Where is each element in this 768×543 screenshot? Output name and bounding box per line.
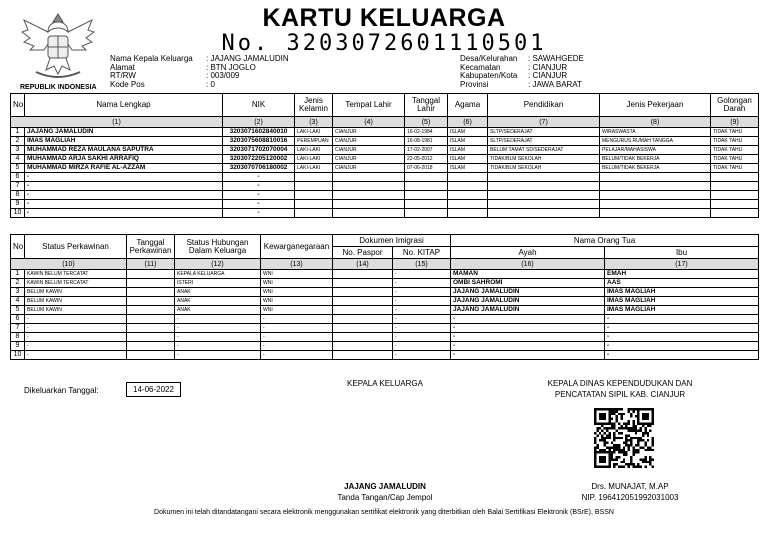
info-label: Kecamatan [460,62,501,72]
table-cell: - [25,191,223,200]
table-cell: MAMAN [451,270,605,279]
table-row [11,200,759,209]
table-cell: IMAS MAGLIAH [605,288,759,297]
info-label: Desa/Kelurahan [460,54,518,63]
table-cell: - [261,333,333,342]
kepala-dinas-signature [540,481,720,503]
col-header: Nama Lengkap [25,94,223,117]
table-cell [448,209,488,218]
col-header: Status Perkawinan [25,235,127,259]
table-cell: - [393,306,451,315]
col-header: Tanggal Lahir [405,94,448,117]
table-cell: PELAJAR/MAHASISWA [600,146,711,155]
table-cell: - [25,200,223,209]
table-cell [333,297,393,306]
table-cell: WNI [261,270,333,279]
info-label: Kabupaten/Kota [460,71,518,80]
table-cell [295,200,333,209]
col-header: Dokumen Imigrasi [333,235,451,247]
table-cell [711,191,759,200]
col-header: No. KITAP [393,247,451,259]
row-number: 3 [11,288,25,297]
table-cell: KAWIN BELUM TERCATAT [25,279,127,288]
column-index: (5) [405,117,448,128]
republik-label: REPUBLIK INDONESIA [20,84,97,91]
table-cell: CIANJUR [333,164,405,173]
table-cell [405,209,448,218]
table-row [11,155,759,164]
table-cell [600,200,711,209]
table-cell: - [25,351,127,360]
table-row [11,173,759,182]
table-cell: - [451,324,605,333]
column-index: (10) [11,259,127,270]
table-cell: - [261,324,333,333]
kepala-dinas-line: KEPALA DINAS KEPENDUDUKAN DAN [547,379,693,388]
table-cell: WNI [261,297,333,306]
table-cell: TIDAK TAHU [711,155,759,164]
table-cell [127,288,175,297]
table-cell: - [393,297,451,306]
table-cell: BELUM/TIDAK BEKERJA [600,164,711,173]
table-cell: - [223,200,295,209]
table-cell: - [605,324,759,333]
table-cell: - [175,324,261,333]
table-cell: MENGURUS RUMAH TANGGA [600,137,711,146]
column-index: (3) [295,117,333,128]
table-cell: - [393,324,451,333]
civil-status-table [10,234,759,360]
table-cell: - [261,351,333,360]
table-cell: BELUM TAMAT SD/SEDERAJAT [488,146,600,155]
column-index: (13) [261,259,333,270]
table-cell [127,315,175,324]
info-value: : CIANJUR [528,71,568,80]
table-cell: - [25,209,223,218]
table-row [11,270,759,279]
table-cell: WNI [261,288,333,297]
table-cell: - [393,279,451,288]
table-cell: 3203075608810016 [223,137,295,146]
col-header: Golongan Darah [711,94,759,117]
table-cell [127,270,175,279]
kepala-keluarga-signature [310,481,460,503]
signer-name: Drs. MUNAJAT, M.AP [591,482,669,491]
table-cell [448,200,488,209]
table-cell: - [451,342,605,351]
info-label: RT/RW [110,71,136,80]
row-number: 1 [11,128,25,137]
column-index: (9) [711,117,759,128]
table-cell: 3203071602840010 [223,128,295,137]
table-cell: TIDAK TAHU [711,137,759,146]
info-value: : SAWAHGEDE [528,54,584,63]
table-cell: BELUM KAWIN [25,288,127,297]
table-cell [333,173,405,182]
table-cell: BELUM KAWIN [25,306,127,315]
table-cell: - [605,342,759,351]
col-header: No. Paspor [333,247,393,259]
table-cell: WNI [261,279,333,288]
column-index: (17) [605,259,759,270]
table-cell [600,209,711,218]
table-cell [405,200,448,209]
table-cell: MUHAMMAD MIRZA RAFIE AL-AZZAM [25,164,223,173]
row-number: 6 [11,315,25,324]
table-cell: WIRASWASTA [600,128,711,137]
table-cell [295,191,333,200]
table-cell: JAJANG JAMALUDIN [25,128,223,137]
info-value: : JAWA BARAT [528,79,582,89]
table-cell [333,279,393,288]
row-number: 7 [11,182,25,191]
column-index: (6) [448,117,488,128]
column-index: (14) [333,259,393,270]
table-cell: SLTP/SEDERAJAT [488,137,600,146]
row-number: 5 [11,306,25,315]
table-cell: EMAH [605,270,759,279]
table-cell: ISLAM [448,164,488,173]
row-number: 2 [11,137,25,146]
table-cell [333,324,393,333]
info-label: Provinsi [460,79,489,89]
row-number: 10 [11,209,25,218]
table-cell: LAKI-LAKI [295,146,333,155]
table-row [11,279,759,288]
col-header: Tanggal Perkawinan [127,235,175,259]
table-cell: CIANJUR [333,128,405,137]
table-cell [333,315,393,324]
table-row [11,315,759,324]
signature-caption: Tanda Tangan/Cap Jempol [337,493,433,502]
table-row [11,209,759,218]
table-row [11,182,759,191]
table-cell: ANAK [175,288,261,297]
table-row [11,333,759,342]
table-cell [488,209,600,218]
row-number: 5 [11,164,25,173]
table-cell [488,191,600,200]
table-cell: 16-08-1981 [405,137,448,146]
table-cell [127,351,175,360]
table-cell: OMBI SAHROMI [451,279,605,288]
table-cell: TIDAK/BLM SEKOLAH [488,155,600,164]
table-cell: IMAS MAGLIAH [605,297,759,306]
table-cell: - [393,270,451,279]
column-index: (15) [393,259,451,270]
table-row [11,324,759,333]
table-cell: TIDAK TAHU [711,164,759,173]
table-cell [127,324,175,333]
row-number: 4 [11,155,25,164]
table-cell: - [223,182,295,191]
table-cell: JAJANG JAMALUDIN [451,306,605,315]
table-cell: - [223,191,295,200]
table-cell: - [393,342,451,351]
table-row [11,297,759,306]
table-row [11,342,759,351]
table-cell [333,191,405,200]
table-cell [711,200,759,209]
table-cell: - [393,351,451,360]
table-cell: - [25,173,223,182]
table-row [11,137,759,146]
table-cell: CIANJUR [333,146,405,155]
table-cell [333,209,405,218]
col-header: No [11,94,25,117]
row-number: 4 [11,297,25,306]
table-row [11,128,759,137]
column-index: (4) [333,117,405,128]
family-members-table [10,93,759,218]
column-index: (12) [175,259,261,270]
table-cell [127,297,175,306]
table-cell [333,182,405,191]
table-cell: LAKI-LAKI [295,155,333,164]
table-cell [711,182,759,191]
info-value: : 0 [206,79,215,89]
table-cell [333,342,393,351]
electronic-signature-note: Dokumen ini telah ditandatangani secara elektronik menggunakan sertifikat elektronik yang diterbitkan oleh Balai Sertifikasi Elektronik (BSrE), BSSN [154,509,614,516]
table-cell: ANAK [175,297,261,306]
table-cell: 07-06-2018 [405,164,448,173]
household-info-right [460,55,584,89]
table-cell: 3203070706180002 [223,164,295,173]
table-cell: 22-05-2012 [405,155,448,164]
table-cell: LAKI-LAKI [295,164,333,173]
info-label: Kode Pos [110,79,145,89]
table-cell [333,351,393,360]
kepala-dinas-line: PENCATATAN SIPIL KAB. CIANJUR [554,390,686,399]
table-cell: JAJANG JAMALUDIN [451,297,605,306]
table-cell: BELUM/TIDAK BEKERJA [600,155,711,164]
table-row [11,191,759,200]
table-cell: - [25,315,127,324]
table-cell [295,182,333,191]
table-cell: KEPALA KELUARGA [175,270,261,279]
row-number: 2 [11,279,25,288]
table-cell [448,191,488,200]
table-cell: ISLAM [448,128,488,137]
qr-code-icon [594,408,654,468]
table-cell: - [223,209,295,218]
table-cell: - [175,351,261,360]
household-info-left [110,55,289,89]
table-cell [405,182,448,191]
table-cell: - [605,315,759,324]
table-cell: CIANJUR [333,137,405,146]
table-cell [488,200,600,209]
info-value: : CIANJUR [528,62,568,72]
table-row [11,306,759,315]
table-cell: - [451,351,605,360]
table-cell: CIANJUR [333,155,405,164]
kepala-keluarga-label: KEPALA KELUARGA [347,379,423,388]
table-cell [127,333,175,342]
table-cell [127,306,175,315]
table-row [11,288,759,297]
table-cell: ISLAM [448,146,488,155]
info-label: Alamat [110,62,135,72]
table-cell: - [261,315,333,324]
table-cell: - [175,342,261,351]
row-number: 1 [11,270,25,279]
table-cell: - [393,288,451,297]
table-cell: 3203071702070004 [223,146,295,155]
table-cell [448,182,488,191]
row-number: 9 [11,200,25,209]
row-number: 9 [11,342,25,351]
table-cell [333,288,393,297]
table-cell: MUHAMMAD REZA MAULANA SAPUTRA [25,146,223,155]
col-header: Kewarganegaraan [261,235,333,259]
table-cell: 3203072205120002 [223,155,295,164]
table-cell [333,306,393,315]
info-label: Nama Kepala Keluarga [110,54,193,63]
table-cell: - [25,182,223,191]
table-cell [405,191,448,200]
signer-nip: NIP. 196412051992031003 [581,493,679,502]
table-cell: ISLAM [448,155,488,164]
issued-label: Dikeluarkan Tanggal: [24,386,99,395]
table-cell: BELUM KAWIN [25,297,127,306]
table-cell: - [25,342,127,351]
table-cell [488,173,600,182]
table-cell [295,173,333,182]
table-cell: AAS [605,279,759,288]
row-number: 6 [11,173,25,182]
info-value: : BTN JOGLO [206,62,256,72]
table-cell: IMAS MAGLIAH [25,137,223,146]
col-header: Jenis Pekerjaan [600,94,711,117]
table-cell: ISTERI [175,279,261,288]
table-cell [448,173,488,182]
col-header: No [11,235,25,259]
row-number: 8 [11,191,25,200]
table-cell: - [451,333,605,342]
col-header: Nama Orang Tua [451,235,759,247]
row-number: 7 [11,324,25,333]
column-index: (2) [223,117,295,128]
col-header: Jenis Kelamin [295,94,333,117]
table-cell: 16-02-1984 [405,128,448,137]
table-cell: LAKI-LAKI [295,128,333,137]
table-cell: - [605,351,759,360]
column-index: (1) [11,117,223,128]
table-cell: SLTP/SEDERAJAT [488,128,600,137]
page-title: KARTU KELUARGA [262,4,506,32]
signer-name: JAJANG JAMALUDIN [344,482,426,491]
table-cell: - [25,324,127,333]
col-header: Ibu [605,247,759,259]
table-cell [711,209,759,218]
table-cell [127,279,175,288]
kk-number: No. 3203072601110501 [221,31,547,56]
table-cell: - [261,342,333,351]
table-row [11,146,759,155]
table-cell: WNI [261,306,333,315]
table-cell: - [223,173,295,182]
table-cell [711,173,759,182]
table-cell: MUHAMMAD ARJA SAKHI ARRAFIQ [25,155,223,164]
col-header: Ayah [451,247,605,259]
table-cell: KAWIN BELUM TERCATAT [25,270,127,279]
table-cell: 17-02-2007 [405,146,448,155]
table-cell [127,342,175,351]
table-cell: TIDAK/BLM SEKOLAH [488,164,600,173]
table-cell [600,182,711,191]
table-cell [488,182,600,191]
table-cell: - [451,315,605,324]
table-cell: - [25,333,127,342]
table-row [11,164,759,173]
column-index: (11) [127,259,175,270]
column-index: (8) [600,117,711,128]
table-cell: - [393,333,451,342]
table-cell: - [393,315,451,324]
table-cell: JAJANG JAMALUDIN [451,288,605,297]
table-cell [600,191,711,200]
table-cell: TIDAK TAHU [711,146,759,155]
table-cell [333,270,393,279]
row-number: 8 [11,333,25,342]
col-header: Status Hubungan Dalam Keluarga [175,235,261,259]
col-header: Agama [448,94,488,117]
info-value: : JAJANG JAMALUDIN [206,54,289,63]
table-cell: ISLAM [448,137,488,146]
table-cell: ANAK [175,306,261,315]
column-index: (7) [488,117,600,128]
table-row [11,351,759,360]
table-cell: - [175,315,261,324]
table-cell [333,200,405,209]
table-cell [600,173,711,182]
row-number: 10 [11,351,25,360]
col-header: Pendidikan [488,94,600,117]
table-cell [405,173,448,182]
table-cell [333,333,393,342]
table-cell [295,209,333,218]
col-header: NIK [223,94,295,117]
issued-date: 14-06-2022 [126,382,181,397]
kepala-dinas-label [520,378,720,400]
table-cell: - [175,333,261,342]
column-index: (16) [451,259,605,270]
row-number: 3 [11,146,25,155]
table-cell: - [605,333,759,342]
table-cell: IMAS MAGLIAH [605,306,759,315]
table-cell: TIDAK TAHU [711,128,759,137]
info-value: : 003/009 [206,71,240,80]
col-header: Tempat Lahir [333,94,405,117]
table-cell: PEREMPUAN [295,137,333,146]
